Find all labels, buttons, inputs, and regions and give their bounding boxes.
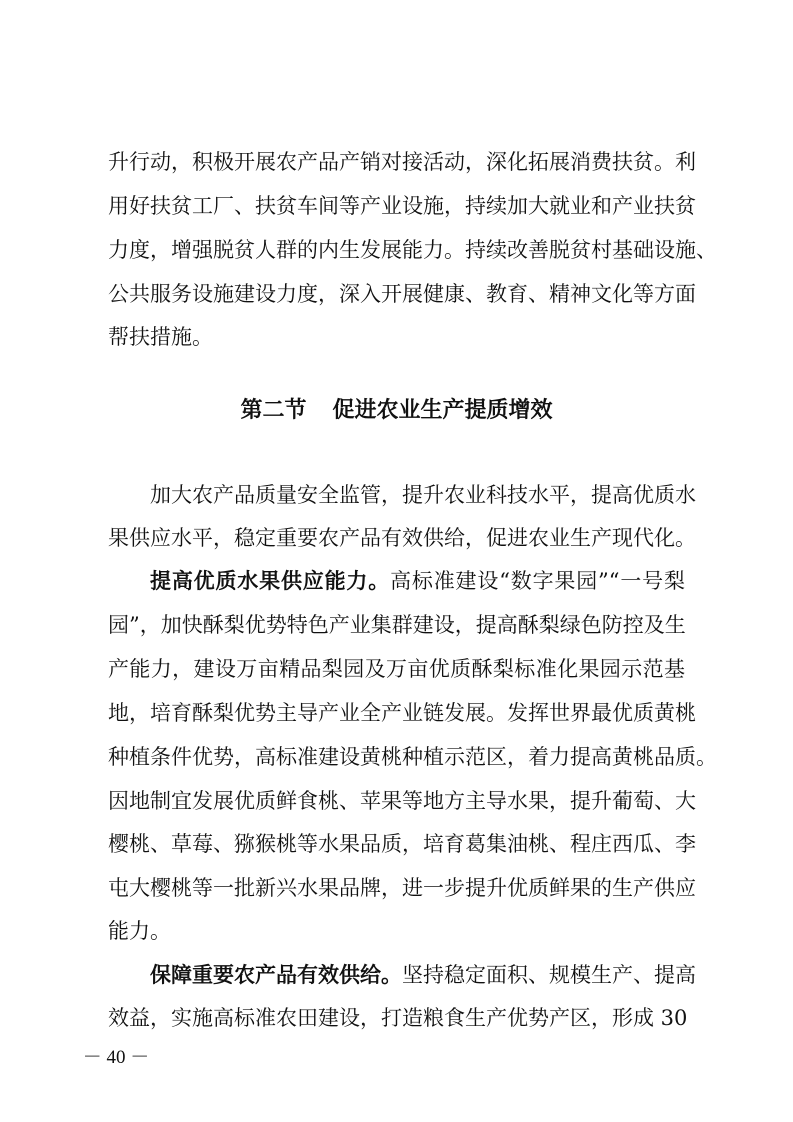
paragraph-line: 园”，加快酥梨优势特色产业集群建设，提高酥梨绿色防控及生 [108,613,686,637]
paragraph-line: 力度，增强脱贫人群的内生发展能力。持续改善脱贫村基础设施、 [108,238,717,262]
paragraph-text: 坚持稳定面积、规模生产、提高 [402,963,696,987]
paragraph-lead: 提高优质水果供应能力。 [150,569,391,593]
paragraph-line: 地，培育酥梨优势主导产业全产业链发展。发挥世界最优质黄桃 [108,701,696,725]
paragraph-line: 公共服务设施建设力度，深入开展健康、教育、精神文化等方面 [108,282,696,306]
paragraph-line: 种植条件优势，高标准建设黄桃种植示范区，着力提高黄桃品质。 [108,745,717,769]
paragraph-line: 用好扶贫工厂、扶贫车间等产业设施，持续加大就业和产业扶贫 [108,194,696,218]
section-title: 促进农业生产提质增效 [332,398,553,423]
paragraph-line: 樱桃、草莓、猕猴桃等水果品质，培育葛集油桃、程庄西瓜、李 [108,832,696,856]
paragraph-line: 果供应水平，稳定重要农产品有效供给，促进农业生产现代化。 [108,526,696,550]
paragraph-line: 因地制宜发展优质鲜食桃、苹果等地方主导水果，提升葡萄、大 [108,789,696,813]
paragraph-line: 加大农产品质量安全监管，提升农业科技水平，提高优质水 [150,483,696,507]
page-number: － 40 － [82,1047,150,1068]
paragraph-line: 效益，实施高标准农田建设，打造粮食生产优势产区，形成 30 [108,1006,688,1030]
paragraph-text: 高标准建设“数字果园”“一号梨 [390,569,685,593]
paragraph-line: 屯大樱桃等一批新兴水果品牌，进一步提升优质鲜果的生产供应 [108,876,696,900]
paragraph-line: 帮扶措施。 [108,325,213,349]
paragraph-line [0,961,793,989]
section-heading [0,397,793,425]
paragraph-line: 升行动，积极开展农产品产销对接活动，深化拓展消费扶贫。利 [108,150,696,174]
paragraph-line: 产能力，建设万亩精品梨园及万亩优质酥梨标准化果园示范基 [108,657,685,681]
section-number: 第二节 [240,398,307,423]
paragraph-line: 能力。 [108,919,171,943]
paragraph-lead: 保障重要农产品有效供给。 [150,963,402,987]
paragraph-line [0,567,793,595]
